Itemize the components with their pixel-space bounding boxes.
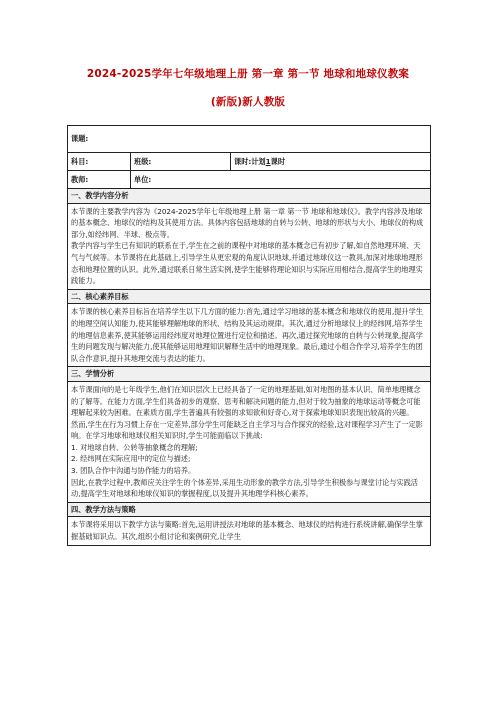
unit-label: 单位: [134,174,152,184]
list-item: 1. 对地球自转、公转等抽象概念的理解; [71,442,198,452]
lesson-title-cell [68,126,431,153]
section-body [68,517,431,545]
subject-label: 科目: [71,156,89,166]
lesson-title-label: 课题: [71,134,89,144]
time-unit: 课时 [270,156,286,166]
lesson-plan-table [67,125,431,546]
section-body [68,203,431,289]
time-cell [231,153,431,171]
list-item: 3. 团队合作中沟通与协作能力的培养。 [71,466,196,476]
section-body [68,304,431,367]
section-body [68,381,431,502]
time-label: 课时:计划 [234,156,266,166]
section-heading: 三、学情分析 [68,367,431,382]
subject-cell [68,153,131,171]
class-cell [131,153,231,171]
class-label: 班级: [134,156,152,166]
paragraph: 然而,学生在行为习惯上存在一定差异,部分学生可能缺乏自主学习与合作探究的经验,这对课程学习产生了一定影响。在学习地球和地球仪相关知识时,学生可能面临以下挑战: [71,419,423,441]
section-heading: 四、教学方法与策略 [68,502,431,517]
teacher-label: 教师: [71,174,89,184]
time-value: 1 [265,156,271,166]
unit-cell [131,171,431,189]
paragraph: 本节课面向的是七年级学生,他们在知识层次上已经具备了一定的地理基础,如对地图的基本认识、简单地理概念的了解等。在能力方面,学生们具备初步的观察、思考和解决问题的能力,但对于较为抽象的地球运动等概念可能理解起来较为困难。在素质方面,学生普遍具有较强的求知欲和好奇心,对于探索地球知识表现出较高的兴趣。 [71,384,421,418]
section-heading: 一、教学内容分析 [68,189,431,204]
list-item: 2. 经纬网在实际应用中的定位与描述; [71,454,191,464]
paragraph: 本节课的主要教学内容为《2024-2025学年七年级地理上册 第一章 第一节 地球和地球仪》。教学内容涉及地球的基本概念、地球仪的结构及其使用方法。具体内容包括地球的自转与公转、地球的形状与大小、地球仪的构成部分,如经纬网、半球、极点等。 [71,206,424,239]
paragraph: 因此,在教学过程中,教师应关注学生的个体差异,采用生动形象的教学方法,引导学生积极参与课堂讨论与实践活动,提高学生对地球和地球仪知识的掌握程度,以及提升其地理学科核心素养。 [71,477,418,499]
document-title-line2: (新版)新人教版 [210,96,286,108]
teacher-cell [68,171,131,189]
paragraph: 本节课的核心素养目标旨在培养学生以下几方面的能力:首先,通过学习地球的基本概念和地球仪的使用,提升学生的地理空间认知能力,使其能够理解地球的形状、结构及其运动规律。其次,通过分析地球仪上的经纬网,培养学生的地理信息素养,使其能够运用经纬度对地理位置进行定位和描述。再次,通过探究地球的自转与公转现象,提高学生的问题发现与解决能力,使其能够运用地理知识解释生活中的地理现象。最后,通过小组合作学习,培养学生的团队合作意识,提升其地理交流与表达的能力。 [71,307,423,363]
paragraph: 本节课将采用以下教学方法与策略:首先,运用讲授法对地球的基本概念、地球仪的结构进行系统讲解,确保学生掌握基础知识点。其次,组织小组讨论和案例研究,让学生 [71,520,423,542]
section-heading: 二、核心素养目标 [68,289,431,304]
paragraph: 教学内容与学生已有知识的联系在于,学生在之前的课程中对地球的基本概念已有初步了解,如自然地理环境、天气与气候等。本节课将在此基础上,引导学生从更宏观的角度认识地球,并通过地球仪这一教具,加深对地球地理形态和地理位置的认识。此外,通过联系日常生活实例,使学生能够将理论知识与实际应用相结合,提高学生的地理实践能力。 [71,241,423,286]
document-title-line1: 2024-2025学年七年级地理上册 第一章 第一节 地球和地球仪教案 [86,68,410,80]
